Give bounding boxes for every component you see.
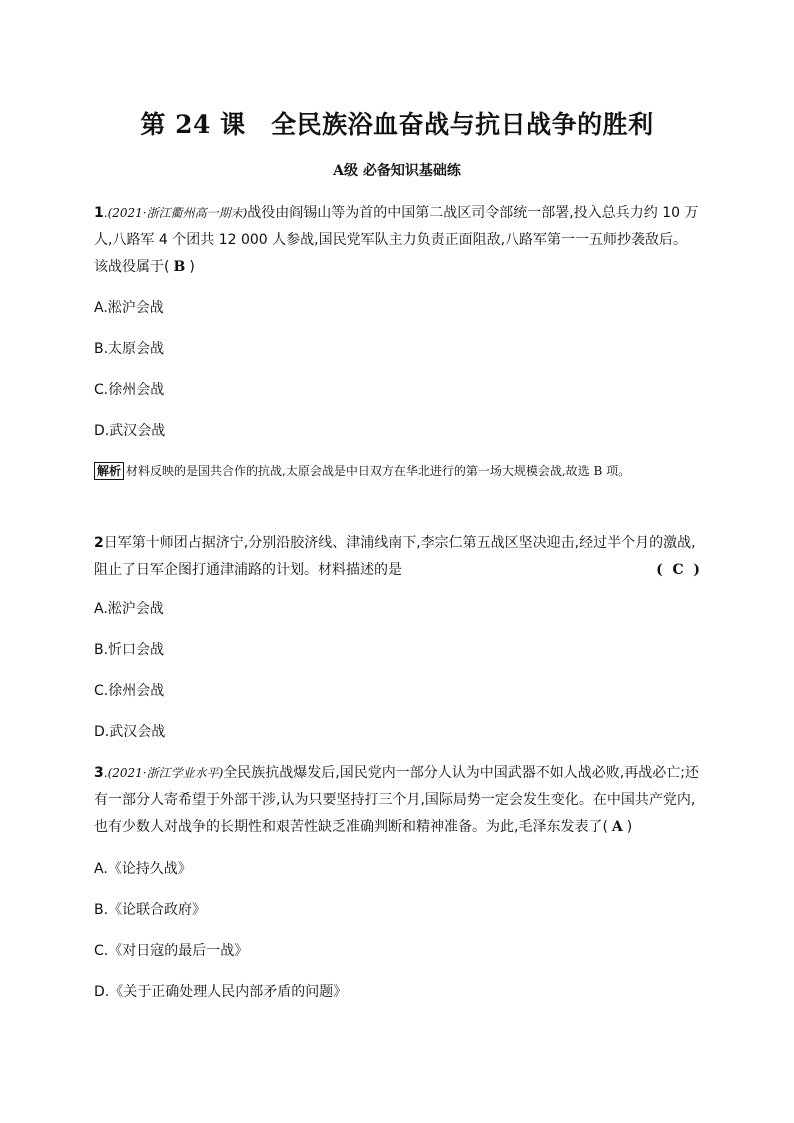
question-number: 1: [94, 205, 104, 221]
analysis: [94, 458, 700, 484]
option-d: D.武汉会战: [94, 423, 166, 439]
question-source: .(2021·浙江衢州高一期末): [103, 206, 248, 220]
question-stem-end: ): [626, 819, 633, 835]
answer: A: [611, 819, 623, 835]
question-3: [94, 760, 700, 841]
question-stem-end: ): [189, 259, 195, 275]
option-c: C.徐州会战: [94, 382, 165, 398]
option-c: C.《对日寇的最后一战》: [94, 943, 249, 959]
question-stem: 全民族抗战爆发后,国民党内一部分人认为中国武器不如人战必败,再战必亡;还有一部分人寄希望于外部干涉,认为只要坚持打三个月,国际局势一定会发生变化。在中国共产党内,也有少数人对战争的长期性和艰苦性缺乏准确判断和精神准备。为此,毛泽东发表了(: [94, 765, 699, 835]
section-title: A级 必备知识基础练: [333, 163, 461, 179]
option-a: A.淞沪会战: [94, 601, 164, 617]
option-b: B.《论联合政府》: [94, 902, 207, 918]
option-d: D.武汉会战: [94, 724, 166, 740]
option-d: D.《关于正确处理人民内部矛盾的问题》: [94, 984, 348, 1000]
analysis-text: 材料反映的是国共合作的抗战,太原会战是中日双方在华北进行的第一场大规模会战,故选 B 项。: [126, 464, 631, 478]
question-number: 2: [94, 535, 104, 551]
question-number: 3: [94, 765, 104, 781]
question-1: [94, 200, 700, 281]
answer-letter: C: [672, 562, 684, 578]
question-stem: 日军第十师团占据济宁,分别沿胶济线、津浦线南下,李宗仁第五战区坚决迎击,经过半个月的激战,阻止了日军企图打通津浦路的计划。材料描述的是: [94, 535, 696, 578]
option-a: A.淞沪会战: [94, 300, 164, 316]
option-b: B.太原会战: [94, 341, 165, 357]
question-source: .(2021·浙江学业水平): [103, 766, 224, 780]
page-title: 第 24 课 全民族浴血奋战与抗日战争的胜利: [140, 110, 654, 139]
answer: B: [173, 259, 186, 275]
option-b: B.忻口会战: [94, 642, 165, 658]
question-2: [94, 530, 700, 584]
option-c: C.徐州会战: [94, 683, 165, 699]
option-a: A.《论持久战》: [94, 861, 192, 877]
question-stem: 战役由阎锡山等为首的中国第二战区司令部统一部署,投入总兵力约 10 万人,八路军 4 个团共 12 000 人参战,国民党军队主力负责正面阻敌,八路军第一一五师抄袭敌后。该战役属于(: [94, 205, 699, 275]
answer: ( C ): [656, 562, 700, 578]
analysis-tag: 解析: [94, 462, 124, 480]
